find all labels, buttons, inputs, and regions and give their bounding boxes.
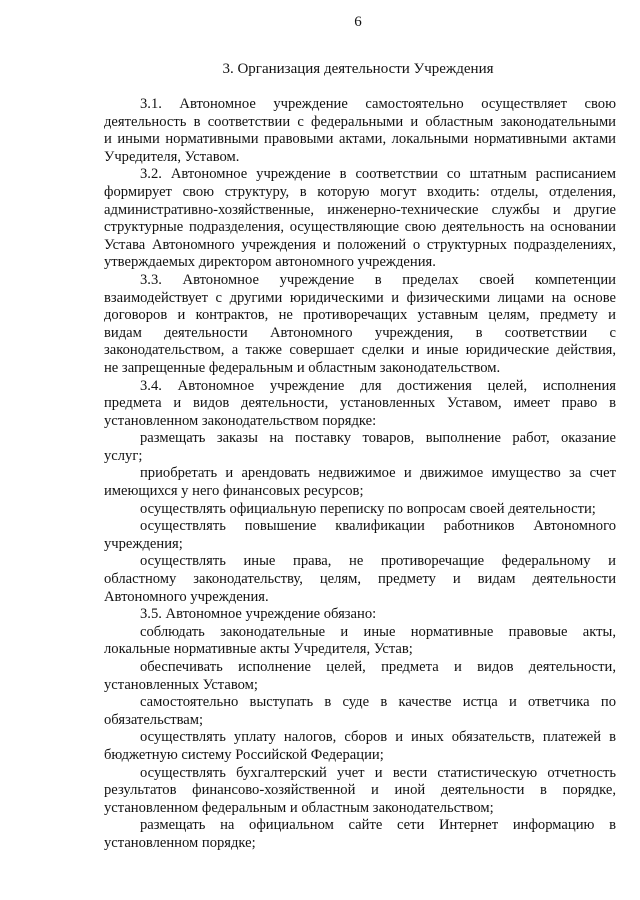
text-line: осуществлять повышение квалификации работников Автономного bbox=[140, 518, 616, 535]
paragraph-p34c bbox=[104, 501, 616, 519]
text-line: административно-хозяйственные, инженерно-технические службы и другие bbox=[104, 201, 616, 218]
paragraph-p34e bbox=[104, 553, 616, 606]
section-title: 3. Организация деятельности Учреждения bbox=[222, 61, 494, 77]
paragraph-p35f bbox=[104, 817, 616, 852]
page-number: 6 bbox=[354, 14, 362, 30]
paragraph-p35a bbox=[104, 624, 616, 659]
text-line: учреждения; bbox=[104, 535, 183, 552]
text-line: 3.1. Автономное учреждение самостоятельно осуществляет свою bbox=[140, 96, 616, 112]
text-line: видам деятельности Автономного учреждения, в соответствии с bbox=[104, 324, 616, 341]
text-line: Устава Автономного учреждения и положений о структурных подразделениях, bbox=[104, 236, 616, 253]
text-line: договоров и контрактов, не противоречащих уставным целям, предмету и bbox=[104, 307, 616, 324]
text-line: установленном федеральным и областным законодательством; bbox=[104, 799, 494, 816]
paragraph-p35e bbox=[104, 765, 616, 818]
document-body bbox=[104, 96, 616, 853]
text-line: самостоятельно выступать в суде в качестве истца и ответчика по bbox=[140, 694, 616, 711]
text-line: областному законодательству, целям, предмету и видам деятельности bbox=[104, 571, 616, 588]
text-line: обязательствам; bbox=[104, 711, 204, 728]
text-line: деятельность в соответствии с федеральными и областным законодательными bbox=[104, 113, 616, 130]
paragraph-p33 bbox=[104, 272, 616, 378]
text-line: установленном законодательством порядке: bbox=[104, 412, 377, 429]
text-line: законодательством, а также совершает сделки и иные юридические действия, bbox=[104, 342, 616, 359]
text-line: и иными нормативными правовыми актами, локальными нормативными актами bbox=[104, 131, 616, 148]
paragraph-p34b bbox=[104, 465, 616, 500]
text-line: 3.5. Автономное учреждение обязано: bbox=[140, 606, 377, 623]
text-line: утверждаемых директором автономного учреждения. bbox=[104, 254, 436, 271]
paragraph-p35 bbox=[104, 606, 616, 624]
paragraph-p34 bbox=[104, 378, 616, 431]
text-line: осуществлять уплату налогов, сборов и иных обязательств, платежей в bbox=[140, 729, 616, 746]
paragraph-p31 bbox=[104, 96, 616, 166]
text-line: не запрещенные федеральным и областным законодательством. bbox=[104, 359, 501, 376]
text-line: установленных Уставом; bbox=[104, 676, 258, 693]
text-line: взаимодействует с другими юридическими и физическими лицами на основе bbox=[104, 289, 616, 306]
text-line: соблюдать законодательные и иные нормативные правовые акты, bbox=[140, 623, 616, 640]
paragraph-p35d bbox=[104, 729, 616, 764]
text-line: формирует свою структуру, в которую могут входить: отделы, отделения, bbox=[104, 183, 616, 200]
text-line: 3.4. Автономное учреждение для достижения целей, исполнения bbox=[140, 377, 616, 394]
text-line: результатов финансово-хозяйственной и иной деятельности в порядке, bbox=[104, 782, 616, 799]
paragraph-p34d bbox=[104, 518, 616, 553]
text-line: Автономного учреждения. bbox=[104, 588, 269, 605]
text-line: осуществлять иные права, не противоречащие федеральному и bbox=[140, 553, 616, 570]
text-line: предмета и видов деятельности, установленных Уставом, имеет право в bbox=[104, 395, 616, 412]
text-line: размещать на официальном сайте сети Интернет информацию в bbox=[140, 817, 616, 834]
paragraph-p32 bbox=[104, 166, 616, 272]
paragraph-p35c bbox=[104, 694, 616, 729]
paragraph-p34a bbox=[104, 430, 616, 465]
paragraph-p35b bbox=[104, 659, 616, 694]
text-line: имеющихся у него финансовых ресурсов; bbox=[104, 483, 364, 500]
text-line: 3.2. Автономное учреждение в соответствии со штатным расписанием bbox=[140, 166, 616, 183]
text-line: услуг; bbox=[104, 447, 143, 464]
text-line: обеспечивать исполнение целей, предмета и видов деятельности, bbox=[140, 659, 616, 675]
text-line: установленном порядке; bbox=[104, 834, 256, 851]
text-line: структурные подразделения, осуществляющие свою деятельность на основании bbox=[104, 219, 616, 236]
text-line: Учредителя, Уставом. bbox=[104, 148, 240, 165]
text-line: приобретать и арендовать недвижимое и движимое имущество за счет bbox=[140, 465, 616, 482]
text-line: осуществлять бухгалтерский учет и вести статистическую отчетность bbox=[140, 764, 616, 781]
text-line: осуществлять официальную переписку по вопросам своей деятельности; bbox=[140, 500, 596, 517]
text-line: бюджетную систему Российской Федерации; bbox=[104, 746, 384, 763]
text-line: локальные нормативные акты Учредителя, Устав; bbox=[104, 641, 413, 658]
text-line: размещать заказы на поставку товаров, выполнение работ, оказание bbox=[140, 430, 616, 447]
text-line: 3.3. Автономное учреждение в пределах своей компетенции bbox=[140, 271, 616, 288]
